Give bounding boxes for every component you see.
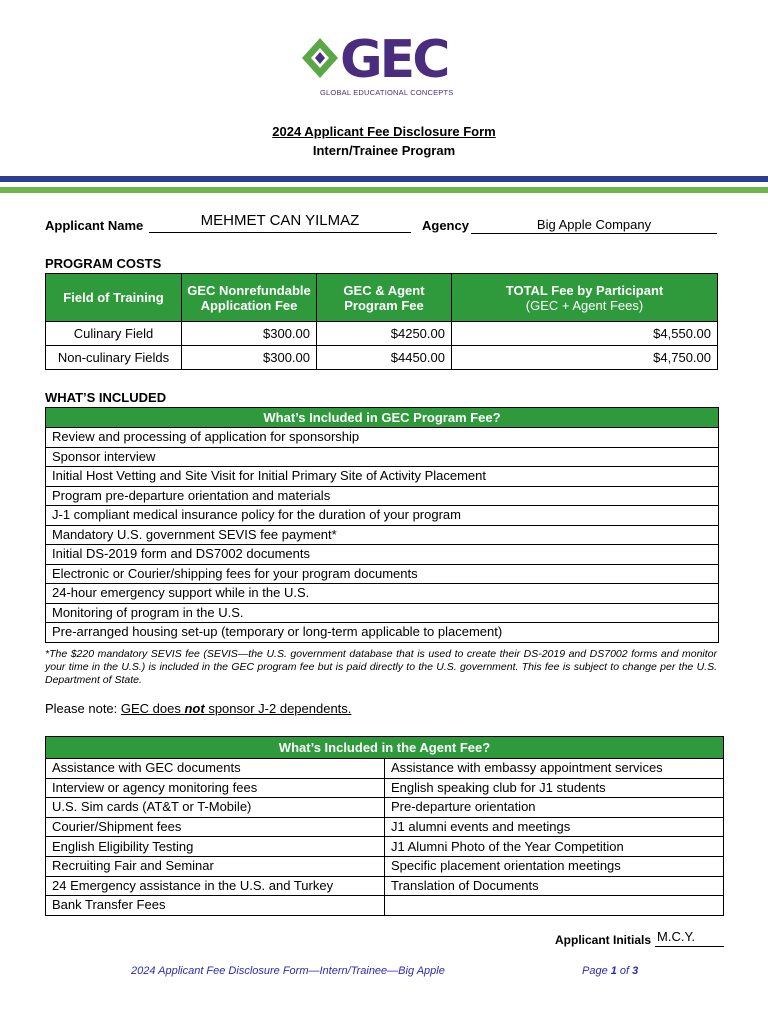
col-application-fee: GEC Nonrefundable Application Fee [182,274,317,322]
table-row [46,346,718,370]
included-item: J-1 compliant medical insurance policy for the duration of your program [46,506,719,526]
included-item: Pre-arranged housing set-up (temporary or long-term applicable to placement) [46,623,719,643]
table-row [46,322,718,346]
cell-application: $300.00 [182,346,317,370]
cell-total: $4,550.00 [452,322,718,346]
agent-fee-table-title: What’s Included in the Agent Fee? [46,737,724,759]
list-item [46,428,719,448]
program-costs-heading: PROGRAM COSTS [45,256,162,271]
whats-included-heading: WHAT’S INCLUDED [45,390,167,405]
initials-label: Applicant Initials [555,933,652,947]
header-band-blue [0,176,768,182]
list-item [46,603,719,623]
list-item [46,525,719,545]
cell-application: $300.00 [182,322,317,346]
form-subtitle: Intern/Trainee Program [312,143,456,158]
included-item: Monitoring of program in the U.S. [46,603,719,623]
initials-field[interactable]: M.C.Y. [655,929,724,947]
cell-field: Culinary Field [46,322,182,346]
table-row [46,798,724,818]
gec-program-fee-table [45,407,719,643]
included-item: Program pre-departure orientation and materials [46,486,719,506]
col-total-fee: TOTAL Fee by Participant (GEC + Agent Fees) [452,274,718,322]
cell-program: $4450.00 [317,346,452,370]
table-row [46,778,724,798]
agent-item: Recruiting Fair and Seminar [46,856,385,876]
sevis-footnote: *The $220 mandatory SEVIS fee (SEVIS—the U.S. government database that is used to create their DS-2019 and DS7002 forms and monitor your time in the U.S.) is included in the GEC program fee but is paid directly to the U.S. government. This fee is subject to change per the U.S. Department of State. [45,648,717,686]
agency-label: Agency [422,218,469,233]
applicant-name-label: Applicant Name [45,218,144,233]
agent-item: Pre-departure orientation [385,798,724,818]
table-row [46,817,724,837]
agent-item [385,896,724,916]
agent-item: Interview or agency monitoring fees [46,778,385,798]
list-item [46,447,719,467]
agent-item: Translation of Documents [385,876,724,896]
applicant-name-field[interactable]: MEHMET CAN YILMAZ [149,212,411,233]
included-item: Mandatory U.S. government SEVIS fee payment* [46,525,719,545]
agent-item: 24 Emergency assistance in the U.S. and Turkey [46,876,385,896]
dependents-note: Please note: GEC does not sponsor J-2 dependents. [45,701,352,716]
included-item: Review and processing of application for sponsorship [46,428,719,448]
gec-fee-table-title: What’s Included in GEC Program Fee? [46,408,719,428]
included-item: Initial DS-2019 form and DS7002 documents [46,545,719,565]
agent-item: J1 alumni events and meetings [385,817,724,837]
agent-item: English Eligibility Testing [46,837,385,857]
table-row [46,876,724,896]
gec-logo [300,30,470,100]
included-item: Electronic or Courier/shipping fees for your program documents [46,564,719,584]
table-row [46,837,724,857]
col-program-fee: GEC & Agent Program Fee [317,274,452,322]
included-item: Sponsor interview [46,447,719,467]
header-band-green [0,187,768,193]
list-item [46,506,719,526]
included-item: Initial Host Vetting and Site Visit for Initial Primary Site of Activity Placement [46,467,719,487]
col-field-of-training: Field of Training [46,274,182,322]
page-number: Page 1 of 3 [582,965,639,977]
list-item [46,623,719,643]
diamond-logo-icon [300,36,340,80]
agency-field[interactable]: Big Apple Company [471,217,717,234]
logo-tagline: GLOBAL EDUCATIONAL CONCEPTS [320,88,454,97]
table-row [46,759,724,779]
agent-item: J1 Alumni Photo of the Year Competition [385,837,724,857]
list-item [46,564,719,584]
table-row [46,896,724,916]
logo-wordmark: GEC [340,30,448,90]
agent-item: Courier/Shipment fees [46,817,385,837]
cell-program: $4250.00 [317,322,452,346]
agent-item: Assistance with embassy appointment services [385,759,724,779]
list-item [46,584,719,604]
list-item [46,486,719,506]
list-item [46,467,719,487]
agent-item: Specific placement orientation meetings [385,856,724,876]
agent-item: English speaking club for J1 students [385,778,724,798]
agent-item: Assistance with GEC documents [46,759,385,779]
table-row [46,856,724,876]
footer-form-name: 2024 Applicant Fee Disclosure Form—Intern/Trainee—Big Apple [131,965,445,977]
program-costs-table [45,273,718,370]
list-item [46,545,719,565]
form-title: 2024 Applicant Fee Disclosure Form [272,124,496,139]
included-item: 24-hour emergency support while in the U.S. [46,584,719,604]
cell-field: Non-culinary Fields [46,346,182,370]
agent-item: U.S. Sim cards (AT&T or T-Mobile) [46,798,385,818]
agent-fee-table [45,736,724,916]
cell-total: $4,750.00 [452,346,718,370]
agent-item: Bank Transfer Fees [46,896,385,916]
